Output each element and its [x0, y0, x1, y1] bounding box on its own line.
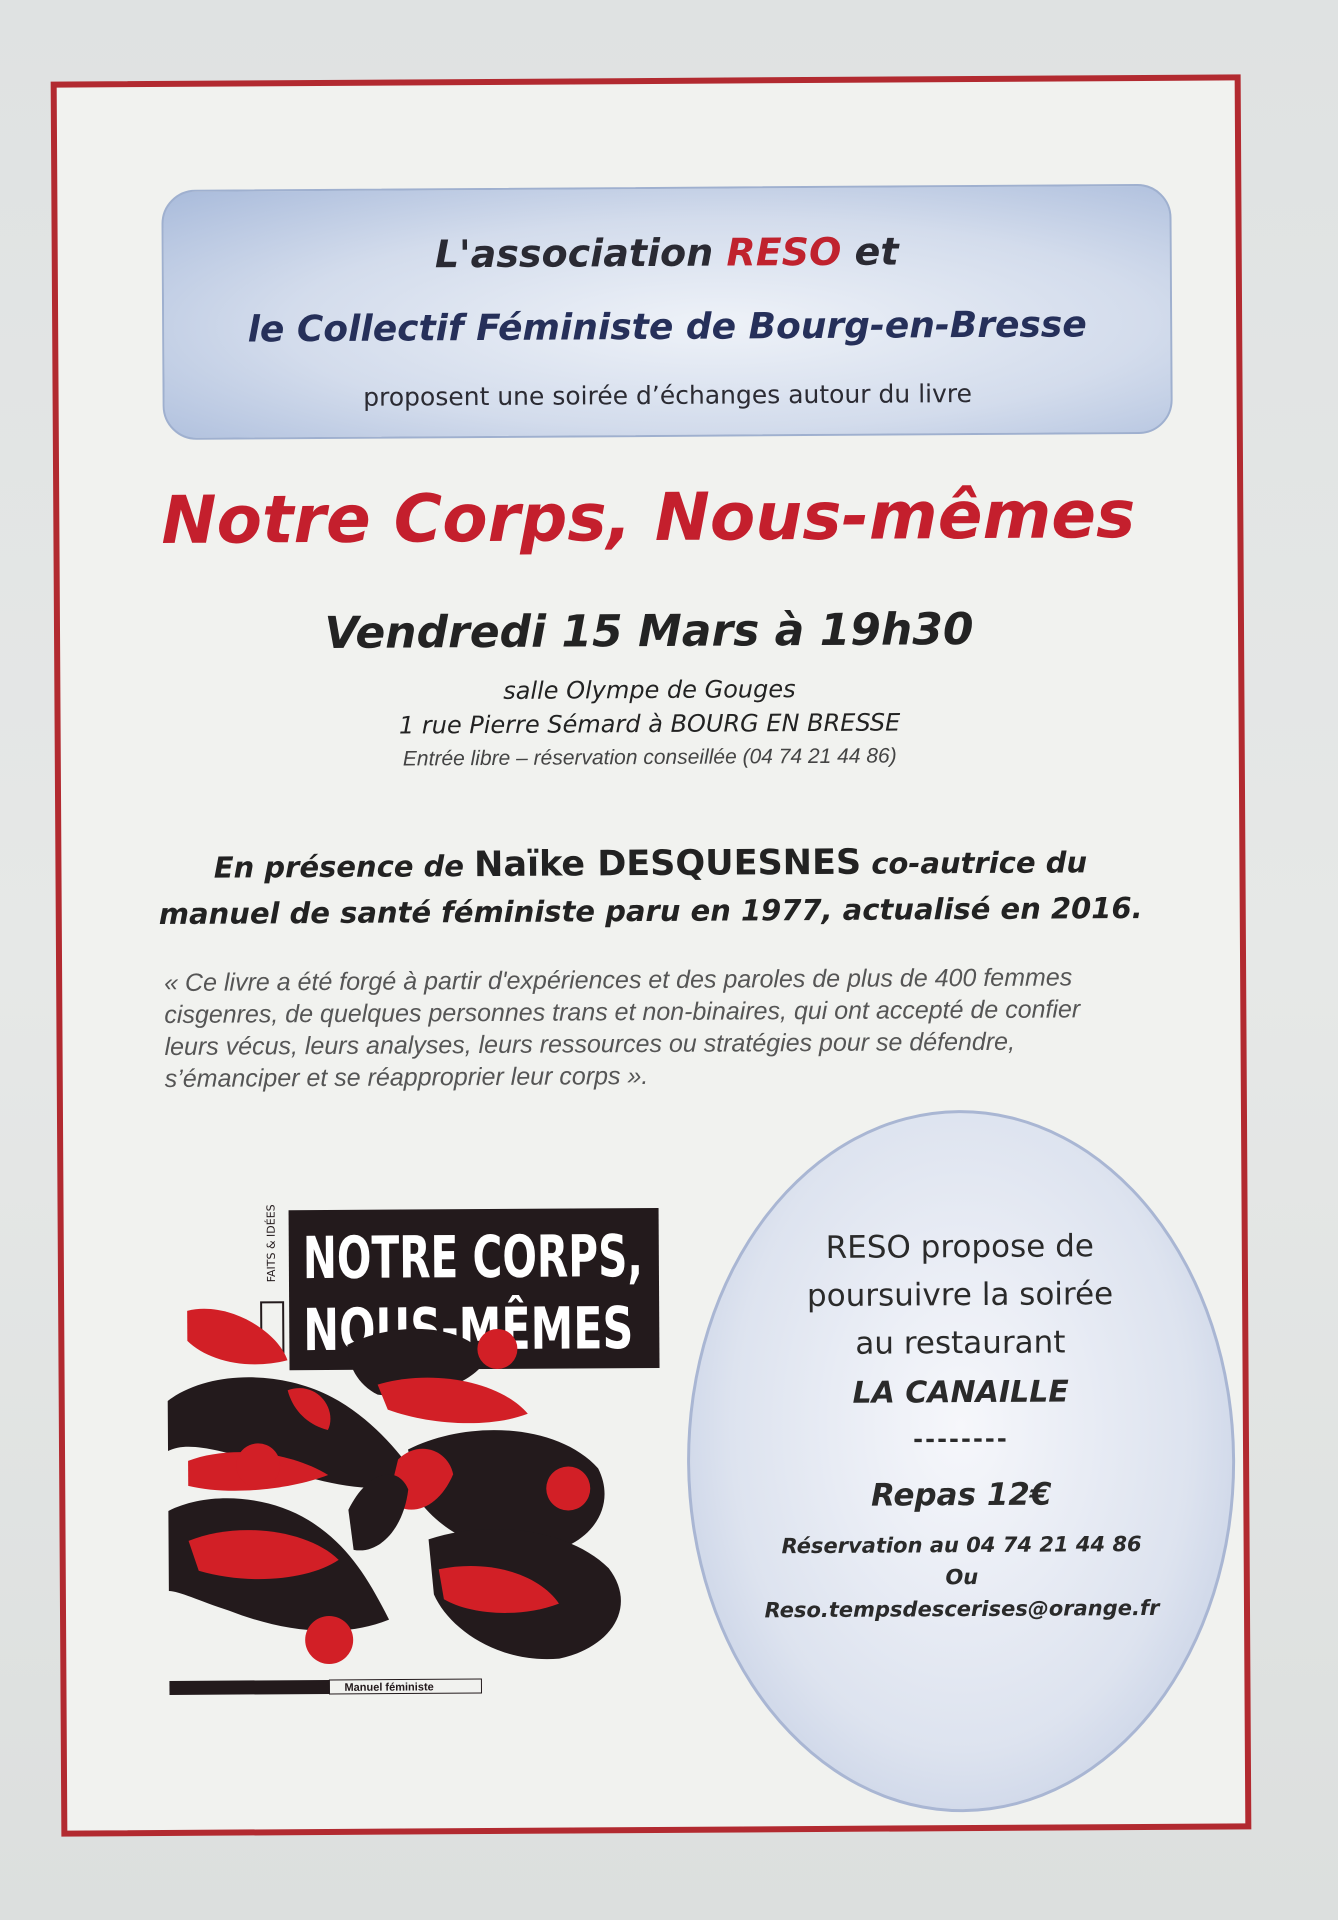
header-line-association: [164, 228, 1170, 278]
restaurant-name: LA CANAILLE: [852, 1374, 1069, 1411]
entry-info: Entrée libre – réservation conseillée (04 74 21 44 86): [402, 744, 897, 771]
restaurant-line2: poursuivre la soirée: [806, 1276, 1114, 1315]
book-cover-art: [167, 1204, 788, 1701]
header-line-collectif: le Collectif Féministe de Bourg-en-Bresse: [247, 304, 1087, 351]
poster-sheet: [51, 74, 1252, 1836]
cover-footer-label: Manuel féministe: [344, 1681, 434, 1694]
book-quote: « Ce livre a été forgé à partir d'expériences et des paroles de plus de 400 femmes cisgenres, de quelques personnes trans et non-binaires, qui ont accepté de confier leurs vécus, leurs analyses, leurs ressources ou stratégies pour se défendre, s’émanciper et se réapproprier leur corps ».: [164, 963, 1081, 1093]
author-name: Naïke DESQUESNES: [473, 842, 862, 886]
presence-text: En présence de: [213, 849, 475, 885]
header-text: et: [841, 229, 899, 274]
book-title: Notre Corps, Nous-mêmes: [161, 476, 1136, 559]
presence-text: co-autrice du: [861, 845, 1088, 881]
cover-title-line1: NOTRE CORPS,: [302, 1221, 788, 1293]
header-line-proposent: proposent une soirée d’échanges autour du livre: [363, 379, 973, 412]
cover-side-text: FAITS & IDÉES: [264, 1204, 278, 1283]
restaurant-or: Ou: [945, 1565, 979, 1590]
meal-price: Repas 12€: [870, 1476, 1052, 1514]
restaurant-ellipse: [685, 1108, 1237, 1813]
header-text: L'association: [434, 230, 727, 277]
header-box: [161, 184, 1173, 440]
book-cover: [167, 1204, 788, 1701]
restaurant-divider: --------: [913, 1424, 1009, 1454]
presence-line-2: manuel de santé féministe paru en 1977, actualisé en 2016.: [158, 890, 1143, 932]
restaurant-reservation: Réservation au 04 74 21 44 86: [781, 1532, 1142, 1559]
restaurant-line1: RESO propose de: [825, 1228, 1095, 1266]
cover-title-line2: NOUS-MÊMES: [303, 1293, 751, 1365]
restaurant-email: Reso.tempsdescerises@orange.fr: [764, 1595, 1160, 1623]
reso-accent: RESO: [726, 229, 842, 275]
presence-line: [61, 840, 1239, 887]
event-date: Vendredi 15 Mars à 19h30: [324, 604, 974, 659]
restaurant-line3: au restaurant: [855, 1324, 1066, 1362]
venue-address: 1 rue Pierre Sémard à BOURG EN BRESSE: [398, 708, 901, 740]
venue-name: salle Olympe de Gouges: [503, 675, 796, 705]
